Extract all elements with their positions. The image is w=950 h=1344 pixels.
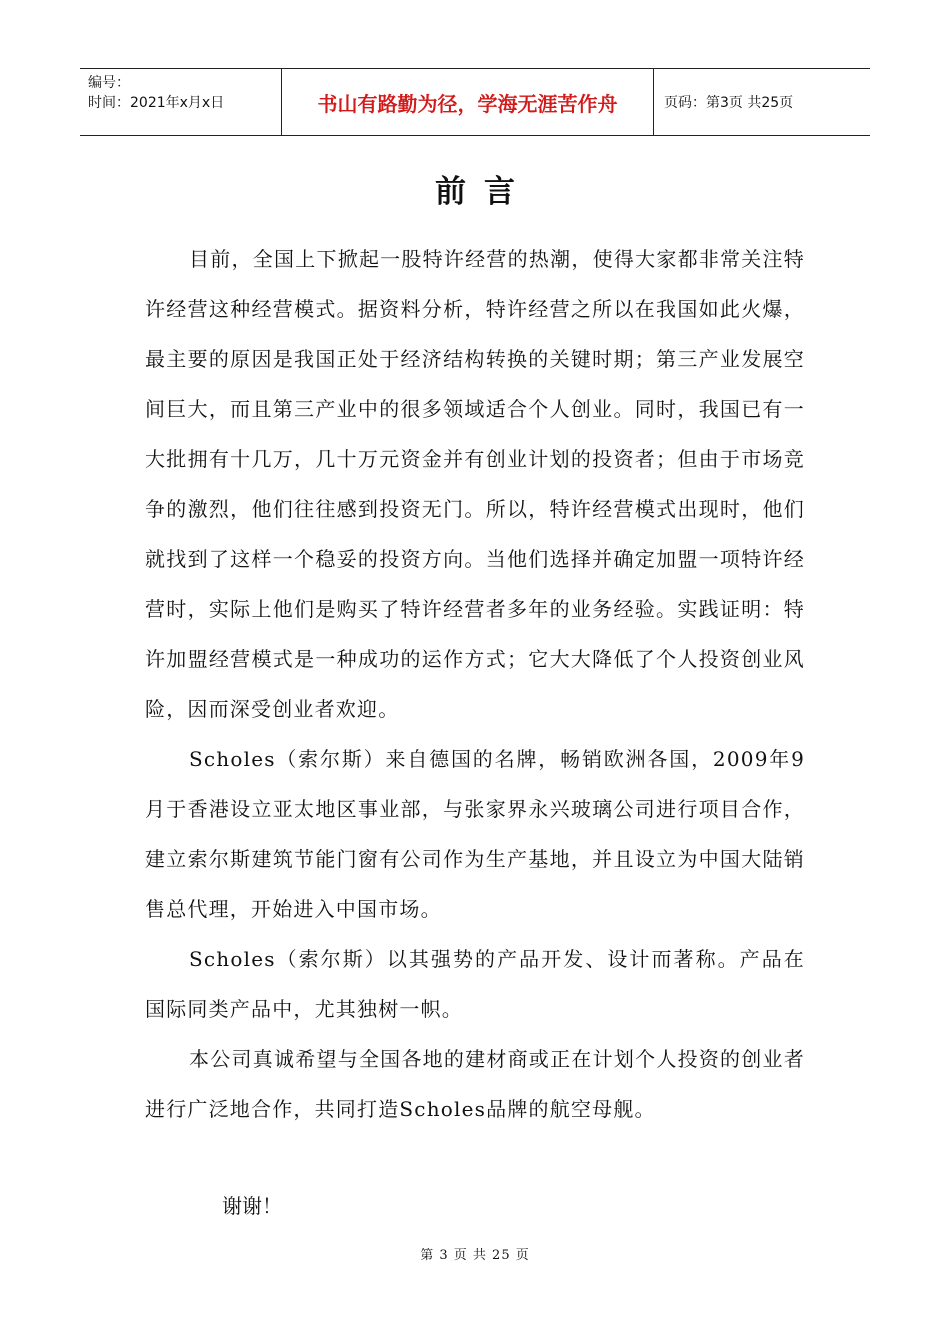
document-date: 时间：2021年x月x日 bbox=[88, 95, 225, 111]
paragraph-scholes-strength: Scholes（索尔斯）以其强势的产品开发、设计而著称。产品在国际同类产品中，尤其独树一帜。 bbox=[145, 947, 805, 1021]
page-footer: 第 3 页 共 25 页 bbox=[420, 1248, 530, 1263]
header-meta-cell bbox=[80, 69, 282, 135]
paragraph-cooperation: 本公司真诚希望与全国各地的建材商或正在计划个人投资的创业者进行广泛地合作，共同打造Scholes品牌的航空母舰。 bbox=[145, 1047, 805, 1121]
page-title: 前言 bbox=[435, 174, 533, 210]
paragraph-scholes-origin: Scholes（索尔斯）来自德国的名牌，畅销欧洲各国，2009年9月于香港设立亚太地区事业部，与张家界永兴玻璃公司进行项目合作，建立索尔斯建筑节能门窗有公司作为生产基地，并且设立为中国大陆销售总代理，开始进入中国市场。 bbox=[145, 747, 805, 921]
paragraph-intro: 目前，全国上下掀起一股特许经营的热潮，使得大家都非常关注特许经营这种经营模式。据资料分析，特许经营之所以在我国如此火爆，最主要的原因是我国正处于经济结构转换的关键时期；第三产业发展空间巨大，而且第三产业中的很多领域适合个人创业。同时，我国已有一大批拥有十几万，几十万元资金并有创业计划的投资者；但由于市场竞争的激烈，他们往往感到投资无门。所以，特许经营模式出现时，他们就找到了这样一个稳妥的投资方向。当他们选择并确定加盟一项特许经营时，实际上他们是购买了特许经营者多年的业务经验。实践证明：特许加盟经营模式是一种成功的运作方式；它大大降低了个人投资创业风险，因而深受创业者欢迎。 bbox=[145, 247, 805, 721]
header-table bbox=[80, 68, 870, 136]
header-motto: 书山有路勤为径，学海无涯苦作舟 bbox=[282, 69, 654, 135]
document-number-label: 编号： bbox=[88, 75, 130, 91]
header-page-info: 页码：第3页 共25页 bbox=[664, 95, 794, 111]
closing-thanks: 谢谢！ bbox=[222, 1194, 282, 1218]
body-text bbox=[145, 234, 805, 1134]
